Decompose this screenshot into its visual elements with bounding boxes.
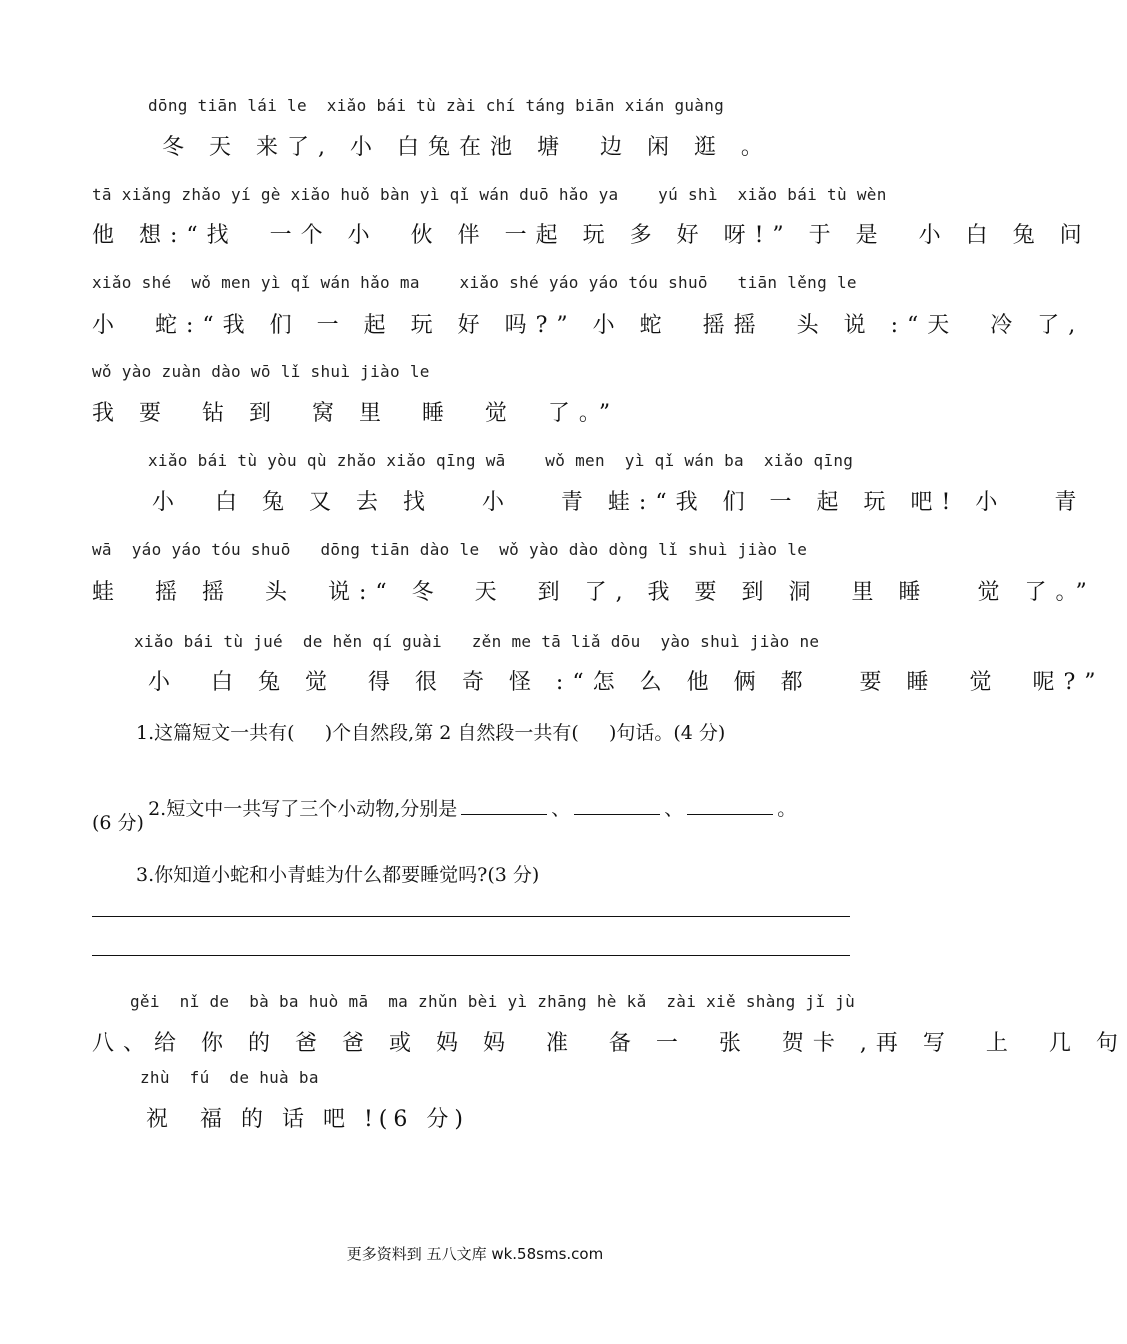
answer-line-2[interactable]	[92, 955, 850, 956]
story-hanzi-1: 冬 天 来了, 小 白兔在池 塘 边 闲 逛 。	[162, 135, 772, 160]
question-2	[136, 772, 796, 821]
story-pinyin-5: xiǎo bái tù yòu qù zhǎo xiǎo qīng wā wǒ men yì qǐ wán ba xiǎo qīng	[148, 451, 854, 470]
story-hanzi-3: 小 蛇:“我 们 一 起 玩 好 吗?” 小 蛇 摇摇 头 说 :“天 冷 了,	[92, 313, 1085, 338]
story-hanzi-2: 他 想:“找 一个 小 伙 伴 一起 玩 多 好 呀!” 于 是 小 白 兔 问	[92, 223, 1091, 248]
question-2-end: 。	[777, 798, 797, 820]
question-2-score: (6 分)	[92, 812, 144, 834]
question-3: 3.你知道小蛇和小青蛙为什么都要睡觉吗?(3 分)	[136, 864, 540, 886]
answer-blank-1[interactable]	[461, 796, 547, 815]
question-1: 1.这篇短文一共有( )个自然段,第 2 自然段一共有( )句话。(4 分)	[136, 722, 726, 744]
section8-pinyin-1: gěi nǐ de bà ba huò mā ma zhǔn bèi yì zhāng hè kǎ zài xiě shàng jǐ jù	[130, 992, 856, 1011]
story-pinyin-1: dōng tiān lái le xiǎo bái tù zài chí táng biān xián guàng	[148, 96, 725, 115]
story-pinyin-7: xiǎo bái tù jué de hěn qí guài zěn me tā liǎ dōu yào shuì jiào ne	[134, 632, 820, 651]
footer-source: 更多资料到 五八文库 wk.58sms.com	[346, 1245, 604, 1263]
question-2-text: 2.短文中一共写了三个小动物,分别是	[148, 798, 458, 820]
story-pinyin-2: tā xiǎng zhǎo yí gè xiǎo huǒ bàn yì qǐ wán duō hǎo ya yú shì xiǎo bái tù wèn	[92, 185, 887, 204]
answer-line-1[interactable]	[92, 916, 850, 917]
section8-hanzi-1: 八、给 你 的 爸 爸 或 妈 妈 准 备 一 张 贺卡 ,再 写 上 几 句	[92, 1031, 1127, 1056]
story-pinyin-4: wǒ yào zuàn dào wō lǐ shuì jiào le	[92, 362, 430, 381]
answer-blank-2[interactable]	[574, 796, 660, 815]
section8-pinyin-2: zhù fú de huà ba	[140, 1068, 319, 1087]
question-2-separator-2: 、	[664, 798, 684, 820]
story-hanzi-5: 小 白 兔 又 去 找 小 青 蛙:“我 们 一 起 玩 吧! 小 青	[152, 490, 1086, 515]
story-pinyin-3: xiǎo shé wǒ men yì qǐ wán hǎo ma xiǎo shé yáo yáo tóu shuō tiān lěng le	[92, 273, 857, 292]
answer-blank-3[interactable]	[687, 796, 773, 815]
story-pinyin-6: wā yáo yáo tóu shuō dōng tiān dào le wǒ yào dào dòng lǐ shuì jiào le	[92, 540, 808, 559]
story-hanzi-4: 我 要 钻 到 窝 里 睡 觉 了。”	[92, 401, 620, 426]
section8-hanzi-2: 祝 福 的 话 吧 !(6 分)	[146, 1107, 469, 1132]
question-2-separator-1: 、	[551, 798, 571, 820]
story-hanzi-6: 蛙 摇 摇 头 说:“ 冬 天 到 了, 我 要 到 洞 里 睡 觉 了。”	[92, 580, 1096, 605]
story-hanzi-7: 小 白 兔 觉 得 很 奇 怪 :“怎 么 他 俩 都 要 睡 觉 呢?”	[148, 670, 1105, 695]
